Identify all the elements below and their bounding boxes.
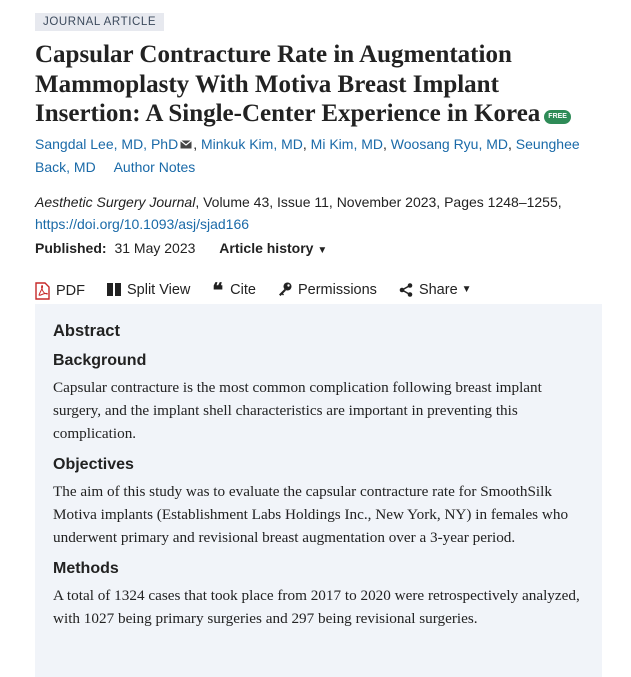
- background-heading: Background: [53, 352, 147, 369]
- published-label: Published:: [35, 239, 107, 256]
- share-label: Share: [418, 281, 458, 298]
- key-icon: [278, 282, 292, 297]
- share-button[interactable]: [399, 282, 472, 298]
- pdf-button[interactable]: [35, 282, 85, 300]
- author-link-2[interactable]: Minkuk Kim, MD: [200, 135, 303, 152]
- objectives-text: The aim of this study was to evaluate the capsular contracture rate for SmoothSilk Motiva implants (Establishment Labs Holdings Inc., New York, NY) in females who underwent primary and revisional breast augmentation over a 3-year period.: [53, 483, 569, 546]
- caret-down-icon: ▼: [317, 244, 328, 256]
- author-link-3[interactable]: Mi Kim, MD: [310, 135, 383, 152]
- quote-icon: ❝: [212, 277, 224, 302]
- pdf-label: PDF: [56, 282, 85, 299]
- split-view-icon: [107, 283, 121, 296]
- permissions-button[interactable]: [278, 282, 377, 298]
- article-history-label: Article history: [219, 239, 314, 256]
- author-link-4[interactable]: Woosang Ryu, MD: [390, 135, 509, 152]
- objectives-heading: Objectives: [53, 456, 134, 473]
- author-link-5[interactable]: Seunghee Back, MD: [35, 135, 580, 175]
- journal-name: Aesthetic Surgery Journal: [35, 193, 196, 210]
- caret-down-icon: ▼: [461, 284, 472, 295]
- methods-text: A total of 1324 cases that took place from 2017 to 2020 were retrospectively analyzed, with 1027 being primary surgeries and 297 being revisional surgeries.: [53, 587, 580, 627]
- cite-button[interactable]: [212, 277, 256, 302]
- cite-label: Cite: [230, 281, 256, 298]
- author-list: Sangdal Lee, MD, PhD , Minkuk Kim, MD, Mi Kim, MD, Woosang Ryu, MD, Seunghee Back, MD Author Notes: [35, 135, 580, 175]
- article-type-badge: JOURNAL ARTICLE: [35, 13, 164, 31]
- email-icon[interactable]: [180, 140, 192, 149]
- abstract-panel: [35, 304, 602, 677]
- article-title: [35, 40, 602, 129]
- published-date: 31 May 2023: [114, 239, 196, 256]
- author-notes-link[interactable]: Author Notes: [113, 158, 196, 175]
- methods-heading: Methods: [53, 560, 119, 577]
- split-view-label: Split View: [127, 281, 191, 298]
- pdf-icon: [35, 282, 50, 300]
- article-title-text: Capsular Contracture Rate in Augmentation Mammoplasty With Motiva Breast Implant Insertion: A Single-Center Experience in Korea: [35, 41, 541, 127]
- permissions-label: Permissions: [297, 281, 377, 298]
- background-text: Capsular contracture is the most common complication following breast implant surgery, and the implant shell characteristics are important in preventing this complication.: [53, 379, 542, 442]
- free-badge: FREE: [544, 110, 571, 124]
- citation: [35, 191, 602, 235]
- split-view-button[interactable]: [107, 282, 190, 298]
- article-header: [35, 12, 602, 323]
- citation-details: , Volume 43, Issue 11, November 2023, Pages 1248–1255,: [195, 193, 562, 210]
- share-icon: [399, 283, 413, 297]
- author-link-1[interactable]: Sangdal Lee, MD, PhD: [35, 135, 179, 152]
- article-history-toggle[interactable]: [219, 240, 327, 256]
- abstract-heading: Abstract: [53, 322, 120, 340]
- published-row: [35, 237, 602, 262]
- doi-link[interactable]: https://doi.org/10.1093/asj/sjad166: [35, 215, 250, 232]
